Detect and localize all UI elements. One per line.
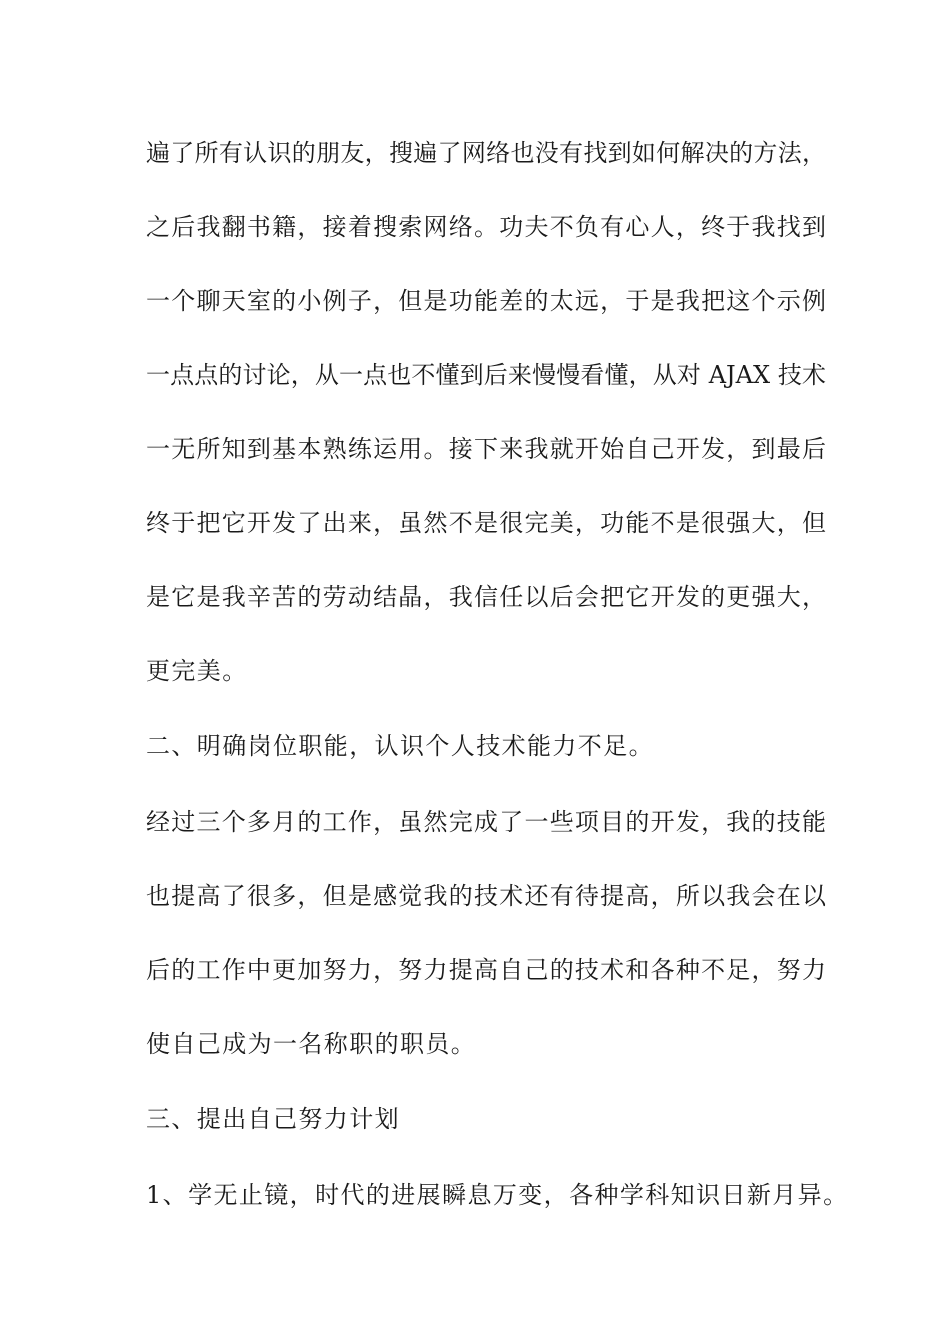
paragraph-line: 一点点的讨论，从一点也不懂到后来慢慢看懂，从对 AJAX 技术 [146, 361, 826, 389]
section-heading: 三、提出自己努力计划 [146, 1105, 400, 1133]
paragraph-line: 后的工作中更加努力，努力提高自己的技术和各种不足，努力 [146, 956, 826, 984]
paragraph-line: 一个聊天室的小例子，但是功能差的太远，于是我把这个示例 [146, 287, 826, 315]
paragraph-line: 遍了所有认识的朋友，搜遍了网络也没有找到如何解决的方法， [146, 139, 826, 167]
paragraph-line: 使自己成为一名称职的职员。 [146, 1030, 477, 1058]
paragraph-line: 之后我翻书籍，接着搜索网络。功夫不负有心人，终于我找到 [146, 213, 826, 241]
section-heading: 二、明确岗位职能，认识个人技术能力不足。 [146, 732, 654, 760]
paragraph-line: 更完美。 [146, 657, 248, 685]
paragraph-line: 经过三个多月的工作，虽然完成了一些项目的开发，我的技能 [146, 808, 826, 836]
paragraph-line: 是它是我辛苦的劳动结晶，我信任以后会把它开发的更强大， [146, 583, 826, 611]
paragraph-line: 也提高了很多，但是感觉我的技术还有待提高，所以我会在以 [146, 882, 826, 910]
list-item: 1、学无止镜，时代的进展瞬息万变，各种学科知识日新月异。 [146, 1181, 849, 1209]
paragraph-line: 终于把它开发了出来，虽然不是很完美，功能不是很强大，但 [146, 509, 826, 537]
paragraph-line: 一无所知到基本熟练运用。接下来我就开始自己开发，到最后 [146, 435, 826, 463]
